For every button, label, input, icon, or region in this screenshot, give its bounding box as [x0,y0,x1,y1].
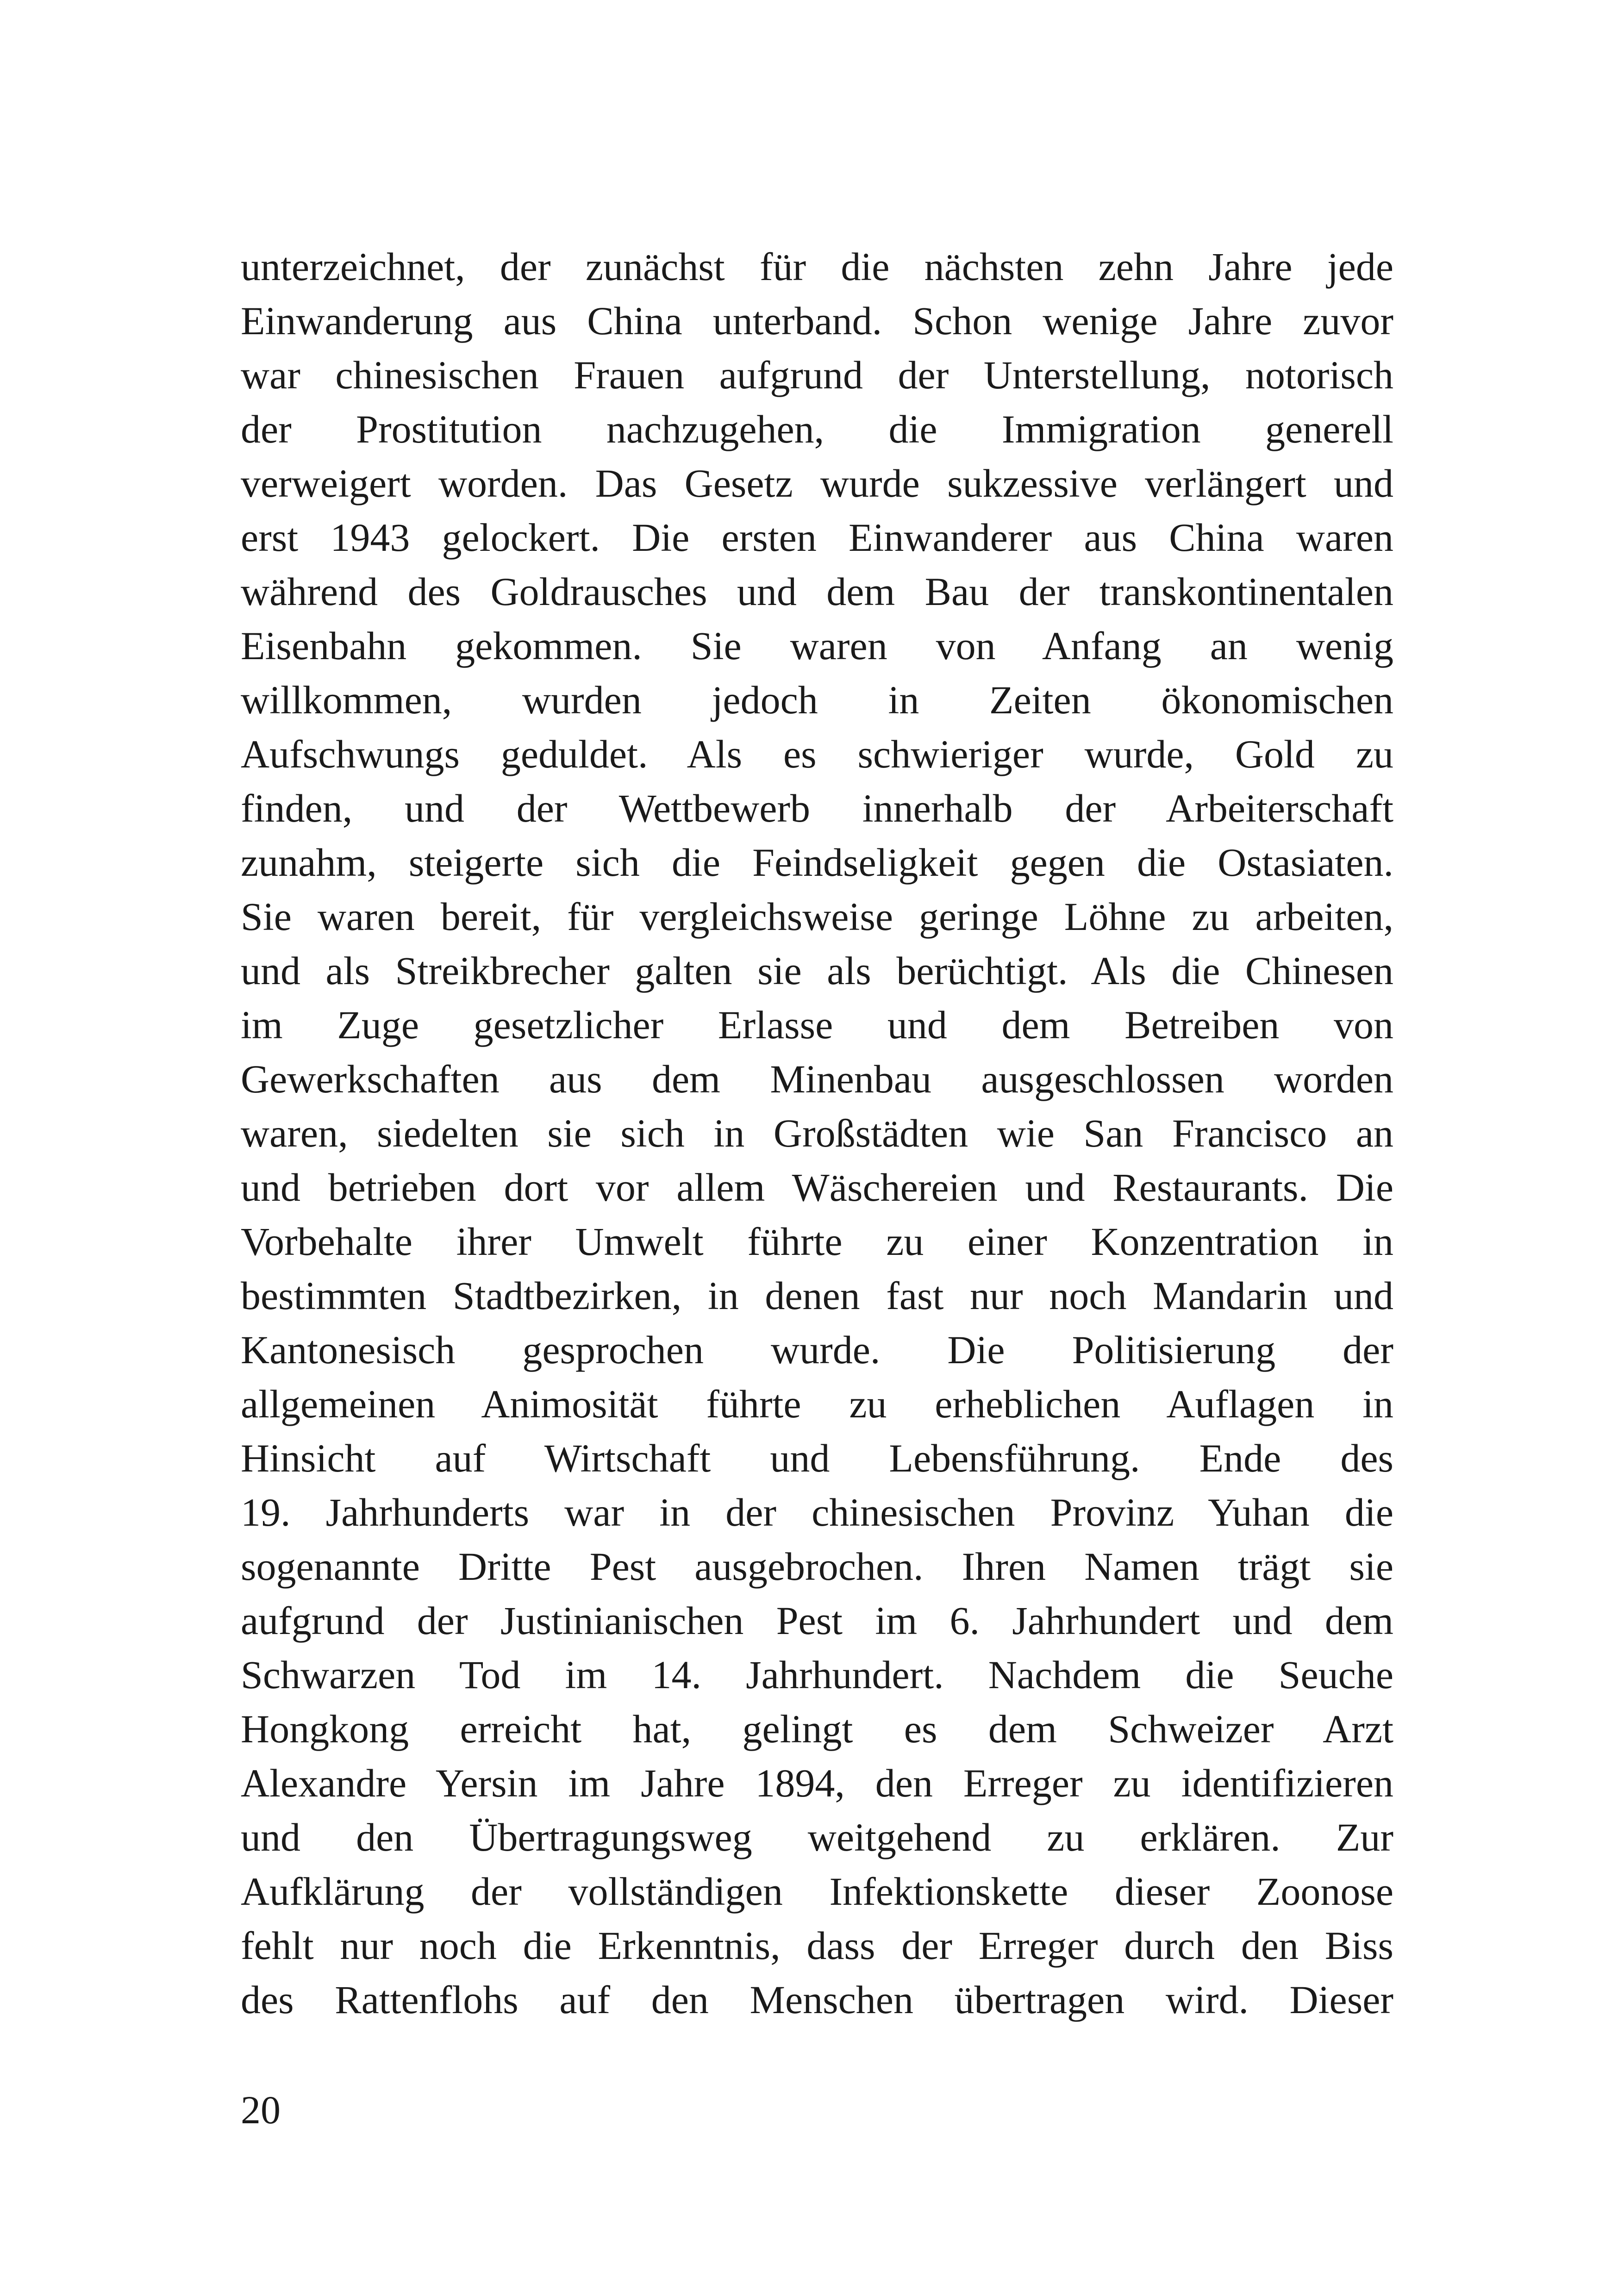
text-line: fehlt nur noch die Erkenntnis, dass der Erreger durch den Biss [241,1923,1393,1968]
text-line: Hinsicht auf Wirtschaft und Lebensführung. Ende des [241,1436,1393,1480]
text-line: im Zuge gesetzlicher Erlasse und dem Betreiben von [241,1003,1393,1047]
text-line: verweigert worden. Das Gesetz wurde sukzessive verlängert und [241,461,1393,505]
text-line: Kantonesisch gesprochen wurde. Die Politisierung der [241,1328,1393,1372]
text-line: war chinesischen Frauen aufgrund der Unterstellung, notorisch [241,353,1393,397]
text-line: Alexandre Yersin im Jahre 1894, den Erreger zu identifizieren [241,1761,1393,1805]
text-line: erst 1943 gelockert. Die ersten Einwanderer aus China waren [241,515,1393,560]
text-line: und als Streikbrecher galten sie als berüchtigt. Als die Chinesen [241,948,1393,993]
text-line: Eisenbahn gekommen. Sie waren von Anfang an wenig [241,624,1393,668]
text-line: unterzeichnet, der zunächst für die nächsten zehn Jahre jede [241,244,1393,289]
text-line: Aufschwungs geduldet. Als es schwieriger wurde, Gold zu [241,732,1393,776]
text-line: aufgrund der Justinianischen Pest im 6. Jahrhundert und dem [241,1598,1393,1643]
text-line: der Prostitution nachzugehen, die Immigration generell [241,407,1393,451]
body-text [241,240,1393,2027]
text-line: Hongkong erreicht hat, gelingt es dem Schweizer Arzt [241,1707,1393,1751]
text-line: allgemeinen Animosität führte zu erheblichen Auflagen in [241,1382,1393,1426]
text-line: des Rattenflohs auf den Menschen übertragen wird. Dieser [241,1977,1393,2022]
text-line: willkommen, wurden jedoch in Zeiten ökonomischen [241,678,1393,722]
text-line: Gewerkschaften aus dem Minenbau ausgeschlossen worden [241,1057,1393,1101]
text-line: Einwanderung aus China unterband. Schon wenige Jahre zuvor [241,299,1393,343]
text-line: Vorbehalte ihrer Umwelt führte zu einer Konzentration in [241,1219,1393,1264]
text-line: Sie waren bereit, für vergleichsweise geringe Löhne zu arbeiten, [241,894,1393,939]
text-line: und den Übertragungsweg weitgehend zu erklären. Zur [241,1815,1393,1859]
text-line: finden, und der Wettbewerb innerhalb der Arbeiterschaft [241,786,1393,830]
text-line: Schwarzen Tod im 14. Jahrhundert. Nachdem die Seuche [241,1653,1393,1697]
text-line: während des Goldrausches und dem Bau der transkontinentalen [241,569,1393,614]
text-line: waren, siedelten sie sich in Großstädten wie San Francisco an [241,1111,1393,1155]
text-line: und betrieben dort vor allem Wäschereien und Restaurants. Die [241,1165,1393,1210]
text-line: Aufklärung der vollständigen Infektionskette dieser Zoonose [241,1869,1393,1914]
text-line: sogenannte Dritte Pest ausgebrochen. Ihren Namen trägt sie [241,1544,1393,1589]
page-number: 20 [241,2088,281,2132]
text-line: 19. Jahrhunderts war in der chinesischen Provinz Yuhan die [241,1490,1393,1534]
text-line: zunahm, steigerte sich die Feindseligkeit gegen die Ostasiaten. [241,840,1393,885]
text-line: bestimmten Stadtbezirken, in denen fast nur noch Mandarin und [241,1273,1393,1318]
